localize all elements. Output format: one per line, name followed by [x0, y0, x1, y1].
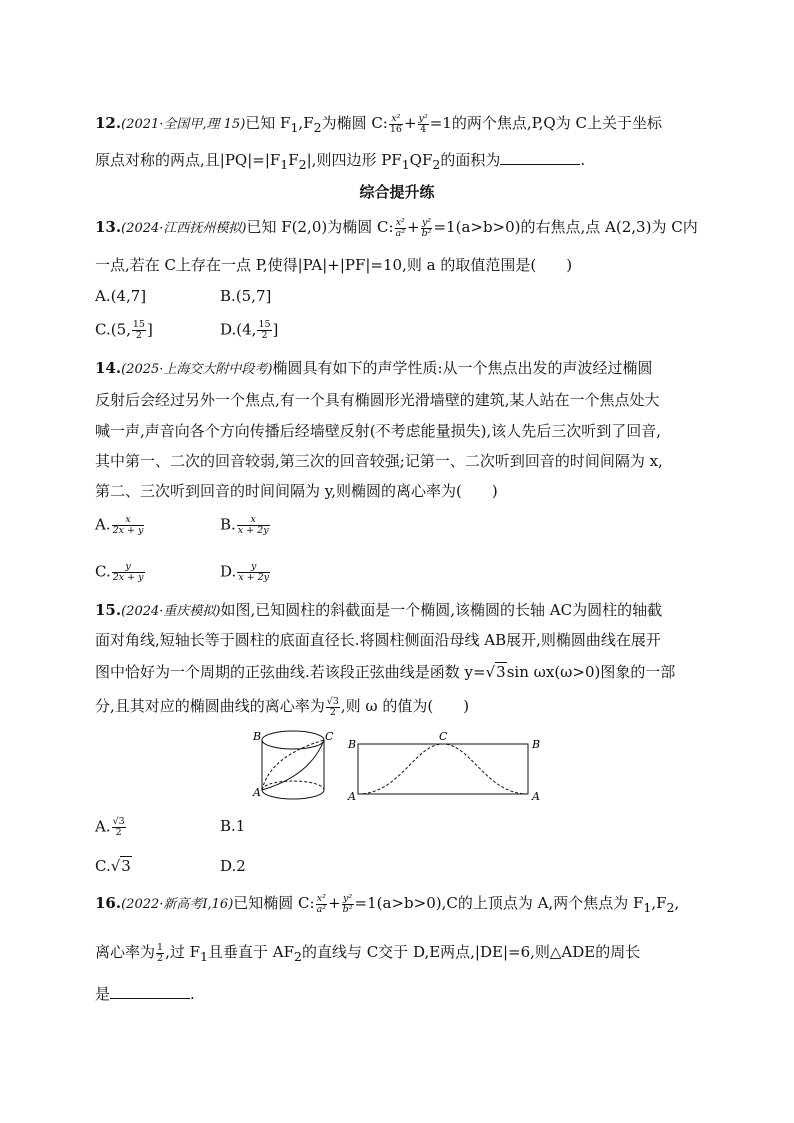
fraction: $\frac{\text{x²}}{\text{a²}}$ — [395, 216, 406, 239]
q12-text: 为椭圆 C: — [321, 114, 388, 132]
q15-line2: 面对角线,短轴长等于圆柱的底面直径长.将圆柱侧面沿母线 AB展开,则椭圆曲线在展开 — [95, 631, 661, 649]
q14-line5: 第二、三次听到回音的时间间隔为 y,则椭圆的离心率为( ) — [95, 482, 498, 500]
fig-label-C: C — [325, 730, 334, 743]
fig-label-B: B — [348, 738, 357, 751]
fig-label-A: A — [348, 790, 356, 802]
fig-label-B: B — [532, 738, 541, 751]
unrolled-diagram — [358, 744, 528, 794]
q14-option-b[interactable]: B. $\frac{x}{x + 2y}$ — [220, 514, 269, 536]
fig-label-B: B — [253, 730, 262, 743]
q12-text: ,F — [298, 114, 314, 132]
section-title: 综合提升练 — [359, 183, 435, 201]
fraction: $\frac{\text{x²}}{16}$ — [389, 112, 402, 135]
fig-label-C: C — [439, 730, 448, 743]
q12-number: 12. — [95, 114, 122, 132]
q16-number: 16. — [95, 894, 122, 912]
fig-label-A: A — [253, 786, 261, 799]
q15-option-a[interactable]: A. $\frac{√3}{2}$ — [95, 816, 125, 838]
fig-label-A: A — [532, 790, 540, 802]
q15-figure — [250, 726, 550, 802]
q12-line2: 原点对称的两点,且$|PQ|=|F_1F_2|$,则四边形 $PF_1QF_2$的面积为 . — [95, 151, 586, 172]
q13-option-a[interactable]: A.(4,7] — [95, 287, 147, 305]
q15-option-c[interactable]: C.√3 — [95, 857, 131, 875]
q14-number: 14. — [95, 359, 122, 377]
q14-line1: 14.(2025·上海交大附中段考)椭圆具有如下的声学性质:从一个焦点出发的声波经过椭圆 — [95, 359, 653, 377]
q15-line4: 分,且其对应的椭圆曲线的离心率为 $\frac{√3}{2}$ ,则 ω 的值为( ) — [95, 695, 470, 718]
q13-source: (2024·江西抚州模拟) — [121, 221, 247, 236]
q13-number: 13. — [95, 218, 122, 236]
q14-line3: 喊一声,声音向各个方向传播后经墙壁反射(不考虑能量损失),该人先后三次听到了回音, — [95, 422, 662, 440]
fraction: $\frac{\text{y²}}{4}$ — [418, 112, 428, 135]
answer-blank[interactable] — [110, 984, 190, 999]
q16-source: (2022·新高考Ⅰ,16) — [121, 897, 234, 912]
q13-option-d[interactable]: D.(4, $\frac{15}{2}$ ] — [220, 319, 279, 341]
fraction: $\frac{\text{y²}}{\text{b²}}$ — [421, 216, 432, 239]
q12-text: 原点对称的两点,且|PQ|=|F — [95, 151, 281, 169]
q13-line1: 13.(2024·江西抚州模拟)已知 F(2,0)为椭圆 C: $\frac{\text{x²}}{\text{a²}}$ + $\frac{\text{y²}}{\text{b²}}$ =1(a>b>0)的右焦点,点 A(2,3)为 C内 — [95, 216, 698, 239]
sub: 2 — [313, 120, 322, 135]
q14-source: (2025·上海交大附中段考) — [121, 362, 273, 377]
q14-line4: 其中第一、二次的回音较弱,第三次的回音较强;记第一、二次听到回音的时间间隔为 x, — [95, 452, 663, 470]
q16-line3: 是 . — [95, 985, 195, 1003]
q14-option-c[interactable]: C. $\frac{y}{2x + y}$ — [95, 561, 144, 583]
sub: 1 — [290, 120, 299, 135]
q14-line2: 反射后会经过另外一个焦点,有一个具有椭圆形光滑墙壁的建筑,某人站在一个焦点处大 — [95, 391, 660, 409]
q14-option-d[interactable]: D. $\frac{y}{x + 2y}$ — [220, 561, 270, 583]
q12-source: (2021·全国甲,理 15) — [121, 117, 246, 132]
q13-option-c[interactable]: C.(5, $\frac{15}{2}$ ] — [95, 319, 153, 341]
q13-line2: 一点,若在 C上存在一点 P,使得|PA|+|PF|=10,则 a 的取值范围是( ) — [95, 256, 573, 274]
answer-blank[interactable] — [500, 150, 580, 165]
q12-line1 — [95, 113, 662, 138]
q15-number: 15. — [95, 601, 122, 619]
q13-option-b[interactable]: B.(5,7] — [220, 287, 272, 305]
q15-source: (2024·重庆模拟) — [121, 604, 221, 619]
q15-line1: 15.(2024·重庆模拟)如图,已知圆柱的斜截面是一个椭圆,该椭圆的长轴 AC为圆柱的轴截 — [95, 601, 663, 619]
q16-line2: 离心率为 $\frac{1}{2}$ ,过 $F_1$且垂直于 $AF_2$的直线与 C交于 D,E两点,|DE|=6,则△ADE的周长 — [95, 941, 641, 964]
plus: + — [403, 114, 417, 132]
q15-line3: 图中恰好为一个周期的正弦曲线.若该段正弦曲线是函数 y=√3sin ωx(ω>0)图象的一部 — [95, 663, 676, 681]
q15-option-d[interactable]: D.2 — [220, 857, 246, 875]
cylinder-diagram — [262, 731, 324, 799]
q12-text: 已知 F — [245, 114, 291, 132]
q12-text: =1的两个焦点,P,Q为 C上关于坐标 — [429, 114, 662, 132]
q16-line1: 16.(2022·新高考Ⅰ,16)已知椭圆 C: $\frac{\text{x²}}{\text{a²}}$ + $\frac{\text{y²}}{\text{b²}}$ =1(a>b>0),C的上顶点为 A,两个焦点为 $F_1,F_2$, — [95, 892, 680, 915]
q14-option-a[interactable]: A. $\frac{x}{2x + y}$ — [95, 514, 144, 536]
q15-option-b[interactable]: B.1 — [220, 817, 246, 835]
